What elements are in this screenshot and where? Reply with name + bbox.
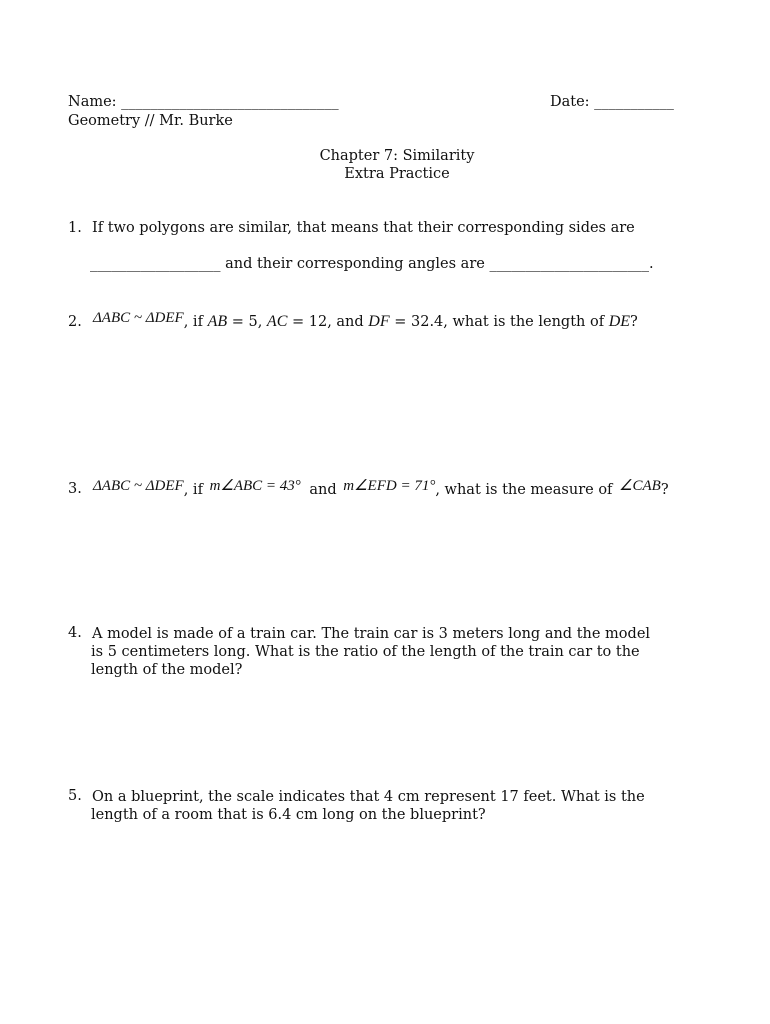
question-4-line-1: A model is made of a train car. The train car is 3 meters long and the model: [92, 626, 651, 642]
name-field: Name: ______________________________: [68, 94, 339, 110]
chapter-subtitle: Extra Practice: [344, 166, 450, 182]
question-2-number: 2.: [68, 314, 82, 330]
text-segment: ?: [660, 482, 669, 498]
segment-ab: AB: [207, 313, 228, 330]
text-segment: , if: [183, 314, 208, 330]
course-label: Geometry // Mr. Burke: [68, 113, 233, 129]
question-3-text: [93, 476, 669, 498]
chapter-title: Chapter 7: Similarity: [319, 148, 475, 164]
text-segment: , what is the measure of: [435, 482, 613, 498]
text-segment: ?: [630, 314, 638, 330]
question-5-line-1: On a blueprint, the scale indicates that 4 cm represent 17 feet. What is the: [92, 789, 645, 805]
text-segment: , if: [183, 482, 203, 498]
angle-efd-measure: m∠EFD = 71°: [343, 478, 436, 494]
question-3-number: 3.: [68, 481, 82, 497]
similarity-statement: ΔABC ~ ΔDEF: [93, 310, 184, 326]
text-segment: = 5,: [227, 314, 267, 330]
question-5-number: 5.: [68, 788, 82, 804]
segment-ac: AC: [266, 313, 288, 330]
question-2-text: [93, 309, 638, 330]
angle-abc-measure: m∠ABC = 43°: [209, 478, 301, 494]
segment-df: DF: [368, 313, 390, 330]
question-1-number: 1.: [68, 220, 82, 236]
question-1-text: If two polygons are similar, that means that their corresponding sides are: [92, 220, 635, 236]
angle-cab: ∠CAB: [619, 478, 661, 494]
text-segment: = 12, and: [287, 314, 369, 330]
text-segment: and: [309, 482, 337, 498]
question-4-line-3: length of the model?: [91, 662, 243, 678]
question-5-line-2: length of a room that is 6.4 cm long on the blueprint?: [91, 807, 486, 823]
question-4-line-2: is 5 centimeters long. What is the ratio of the length of the train car to the: [91, 644, 640, 660]
similarity-statement: ΔABC ~ ΔDEF: [93, 478, 184, 494]
text-segment: = 32.4, what is the length of: [389, 314, 609, 330]
date-field: Date: ___________: [550, 94, 674, 110]
question-4-number: 4.: [68, 625, 82, 641]
segment-de: DE: [608, 313, 631, 330]
question-1-blanks: __________________ and their corresponding angles are ______________________.: [90, 256, 654, 272]
